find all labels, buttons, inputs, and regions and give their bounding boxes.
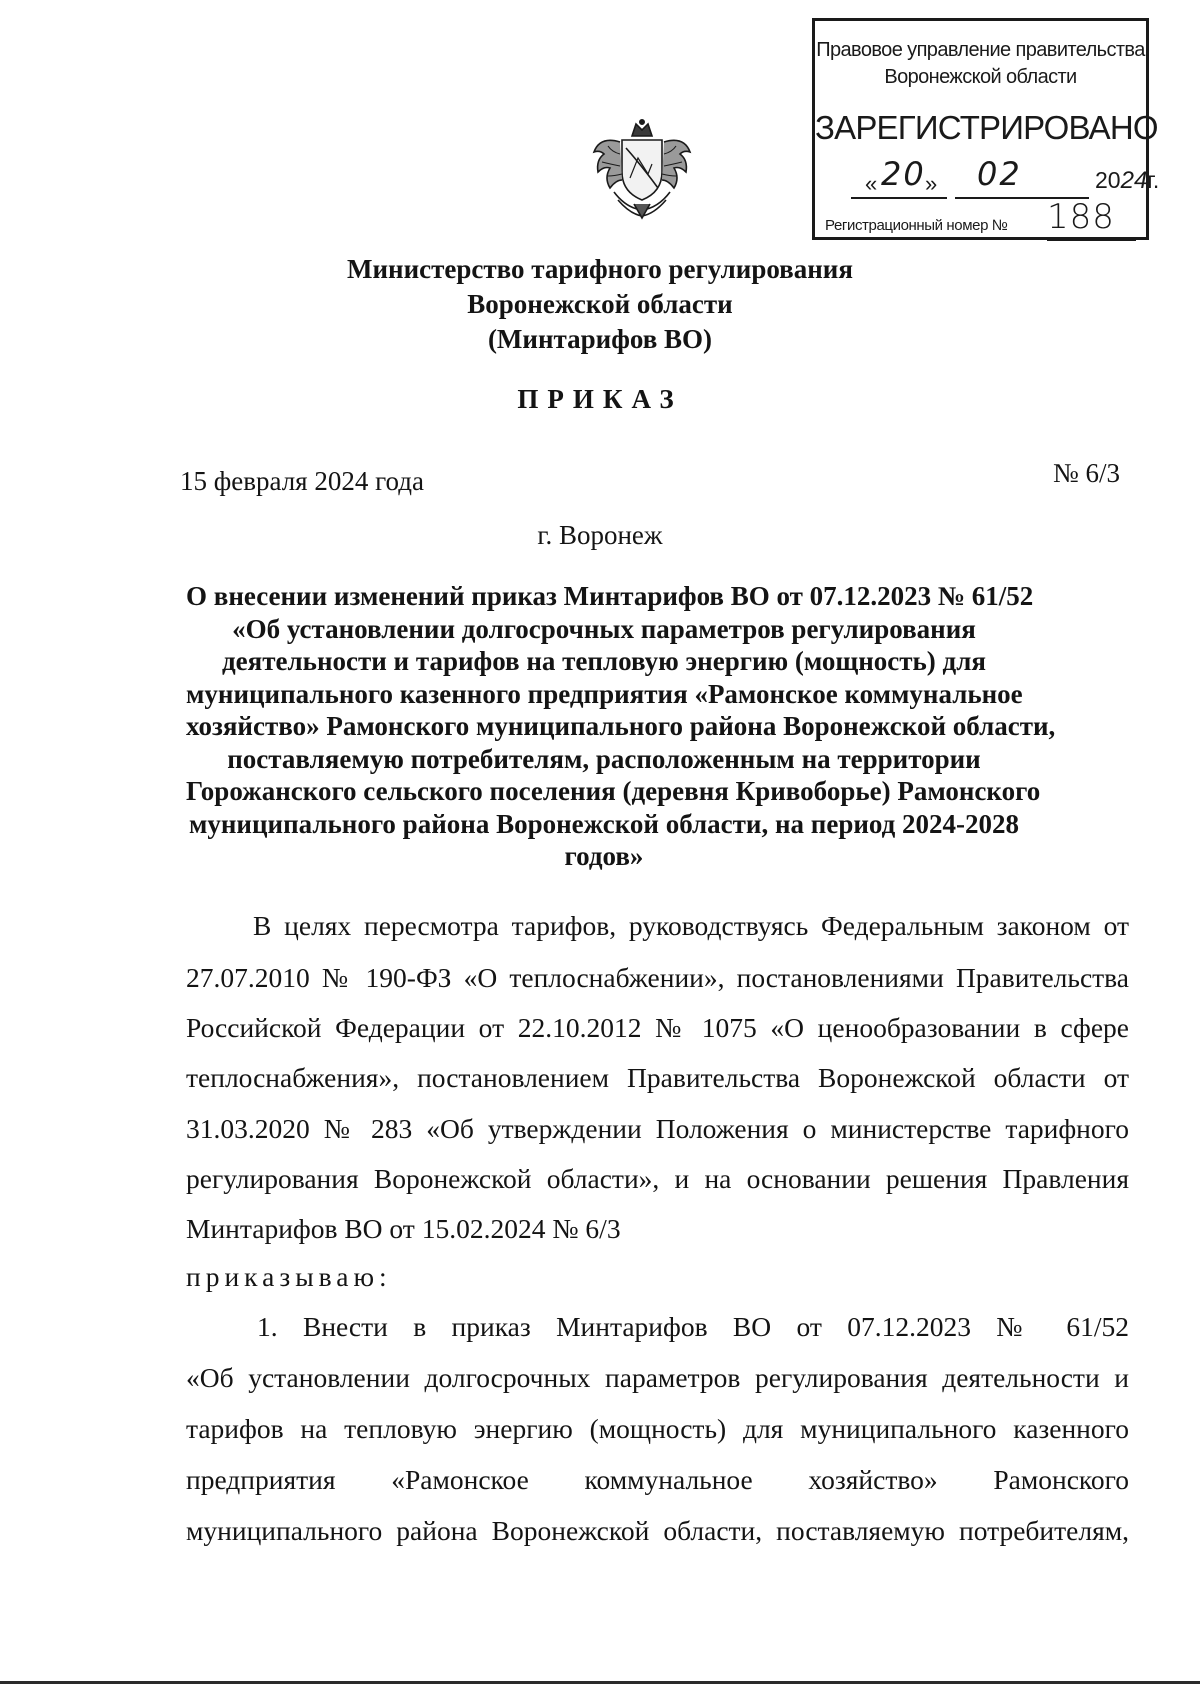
- stamp-department-line: Воронежской области: [884, 66, 1077, 88]
- document-type: ПРИКАЗ: [517, 384, 683, 414]
- preamble-line: регулирования Воронежской области», и на основании решения Правления: [186, 1163, 1129, 1194]
- stamp-registered-label: ЗАРЕГИСТРИРОВАНО: [815, 109, 1158, 146]
- item-line: тарифов на тепловую энергию (мощность) для муниципального казенного: [186, 1413, 1129, 1444]
- subject-line: годов»: [564, 841, 644, 871]
- subject-line: муниципального района Воронежской области, на период 2024-2028: [188, 808, 1020, 839]
- preamble-line: В целях пересмотра тарифов, руководствуясь Федеральным законом от: [253, 910, 1129, 941]
- stamp-open-quote: «: [865, 171, 878, 196]
- stamp-reg-number-line: [1047, 239, 1136, 241]
- organization-name: [0, 252, 1200, 357]
- stamp-year: [1095, 167, 1159, 195]
- preamble-line: Минтарифов ВО от 15.02.2024 № 6/3: [186, 1213, 621, 1244]
- stamp-department: [815, 37, 1146, 91]
- item-line: муниципального района Воронежской области, поставляемую потребителям,: [186, 1515, 1129, 1546]
- document-city: г. Воронеж: [537, 520, 663, 550]
- subject-line: О внесении изменений приказ Минтарифов ВО от 07.12.2023 № 61/52: [186, 581, 1034, 611]
- stamp-close-quote: »: [925, 171, 938, 196]
- item-line: «Об установлении долгосрочных параметров регулирования деятельности и: [186, 1362, 1129, 1393]
- stamp-date: [851, 155, 1160, 199]
- document-subject: [186, 580, 1056, 873]
- org-line: Воронежской области: [467, 289, 733, 319]
- stamp-year-handwritten: 24: [1120, 167, 1148, 194]
- preamble-line: Российской Федерации от 22.10.2012 № 1075 «О ценообразовании в сфере: [186, 1012, 1129, 1043]
- subject-line: «Об установлении долгосрочных параметров регулирования: [232, 613, 976, 644]
- item-line: предприятия «Рамонское коммунальное хозяйство» Рамонского: [186, 1464, 1129, 1495]
- preamble-line: 27.07.2010 № 190-ФЗ «О теплоснабжении», постановлениями Правительства: [186, 962, 1129, 993]
- stamp-day-line: [851, 197, 947, 199]
- scan-edge-line: [0, 1681, 1200, 1684]
- stamp-year-suffix: г.: [1147, 167, 1160, 193]
- org-line: (Минтарифов ВО): [487, 324, 713, 354]
- subject-line: муниципального казенного предприятия «Рамонское коммунальное: [186, 678, 1023, 709]
- stamp-reg-number-label: Регистрационный номер №: [825, 217, 1008, 234]
- stamp-reg-number-value: 188: [1047, 197, 1115, 237]
- coat-of-arms-emblem: [586, 118, 698, 220]
- stamp-day: 20: [881, 155, 926, 193]
- org-line: Министерство тарифного регулирования: [347, 254, 853, 284]
- subject-line: деятельности и тарифов на тепловую энергию (мощность) для: [222, 646, 986, 676]
- subject-line: хозяйство» Рамонского муниципального района Воронежской области,: [186, 711, 1056, 741]
- preamble-line: 31.03.2020 № 283 «Об утверждении Положения о министерстве тарифного: [186, 1113, 1129, 1144]
- stamp-year-prefix: 20: [1095, 167, 1121, 193]
- stamp-month: 02: [977, 155, 1022, 193]
- order-word: приказываю:: [186, 1261, 392, 1292]
- stamp-reg-number: [825, 197, 1136, 237]
- subject-line: Горожанского сельского поселения (деревня Кривоборье) Рамонского: [186, 776, 1041, 806]
- document-date: 15 февраля 2024 года: [180, 466, 424, 496]
- subject-line: поставляемую потребителям, расположенным на территории: [227, 743, 981, 774]
- document-number: № 6/3: [1052, 458, 1120, 488]
- item-line: 1. Внести в приказ Минтарифов ВО от 07.12.2023 № 61/52: [257, 1311, 1129, 1342]
- preamble-line: теплоснабжения», постановлением Правительства Воронежской области от: [186, 1062, 1129, 1093]
- stamp-department-line: Правовое управление правительства: [816, 39, 1145, 61]
- registration-stamp: [812, 18, 1160, 240]
